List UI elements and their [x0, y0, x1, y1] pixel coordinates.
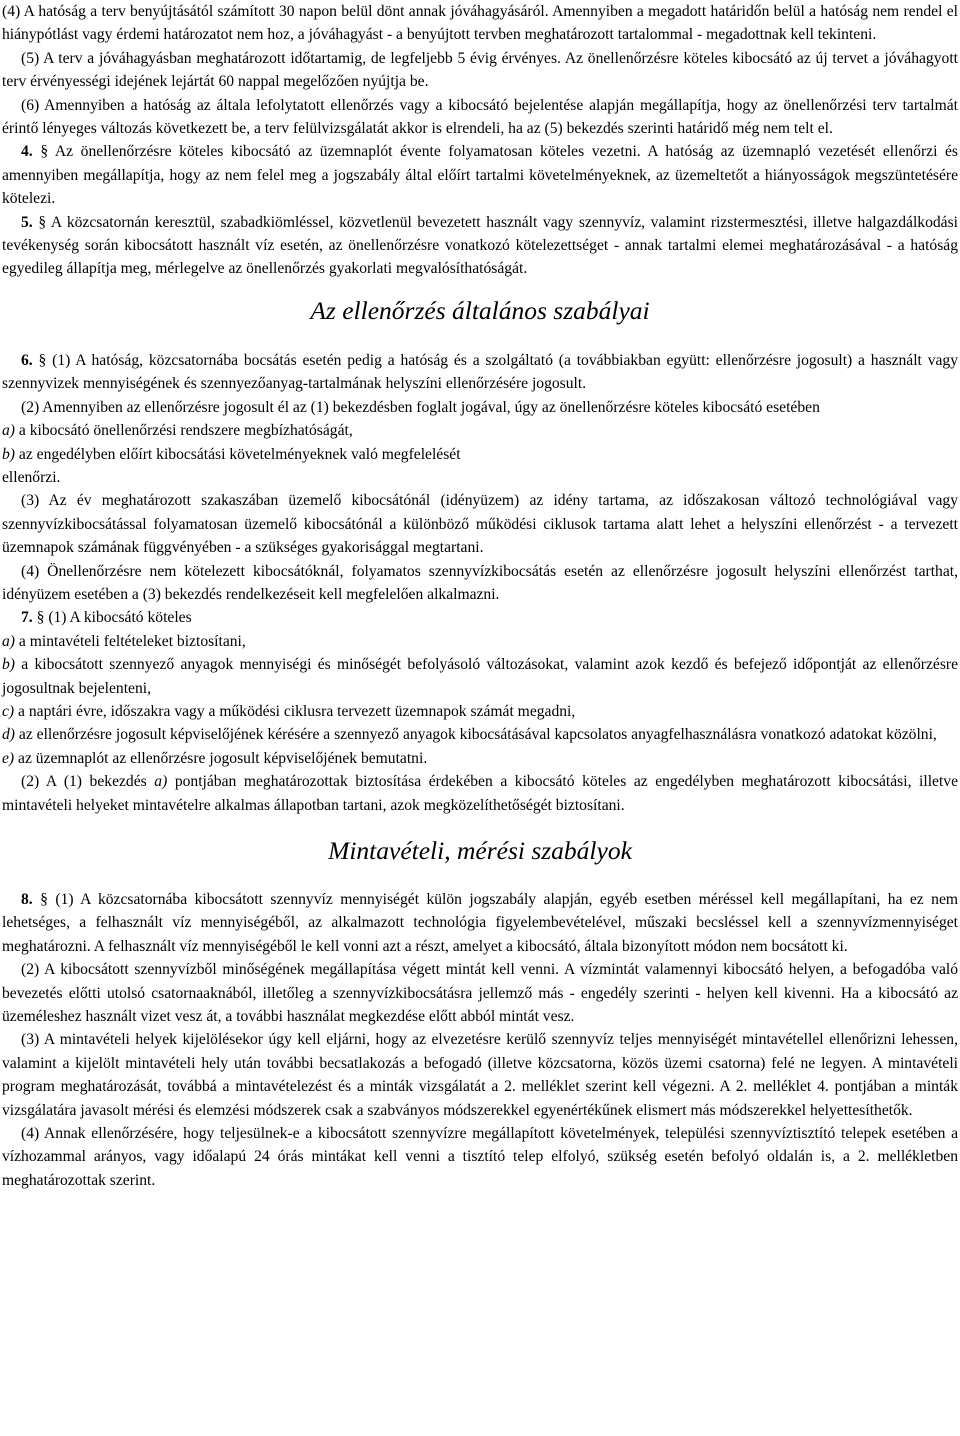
paragraph-3-4: (4) A hatóság a terv benyújtásától számított 30 napon belül dönt annak jóváhagyásáról. Amennyiben a megadott határidőn belül a hatóság nem rendel el hiánypótlást vagy érdemi határozatot nem hoz, a jóváhagyást - a benyújtott tervben meghatározott tartalommal - megadottnak kell tekinteni. [2, 3, 958, 44]
section-heading-sampling-rules: Mintavételi, mérési szabályok [328, 836, 632, 865]
section-sign: § [40, 891, 48, 908]
section-6-paragraph-1-text: (1) A hatóság, közcsatornába bocsátás esetén pedig a hatóság és a szolgáltató (a továbbiakban együtt: ellenőrzésre jogosult) a használt vagy szennyvizek mennyiségének és szennyezőanyag-tartalmának helyszíni ellenőrzésére jogosult. [2, 351, 959, 393]
section-sign: § [40, 143, 49, 161]
section-4-text: Az önellenőrzésre köteles kibocsátó az üzemnaplót évente folyamatosan köteles vezetni. A hatóság az üzemnapló vezetését ellenőrzi és amennyiben megállapítja, hogy az nem felel meg a jogszabály által előírt tartalmi követelményeknek, az üzemeltetőt a hiányosságok megszüntetésére kötelezi. [2, 143, 958, 208]
paragraph-3-6: (6) Amennyiben a hatóság az általa lefolytatott ellenőrzés vagy a kibocsátó bejelentése alapján megállapítja, hogy az önellenőrzési terv tartalmát érintő lényeges változás következett be, a terv felülvizsgálatát akkor is elrendeli, ha az (5) bekezdés szerinti határidő még nem telt el. [2, 96, 958, 138]
list-label: a) [2, 422, 15, 440]
list-tail: ellenőrzi. [2, 468, 61, 486]
list-item-text: a kibocsátott szennyező anyagok mennyiségi és minőségét befolyásoló változásokat, valamint azok kezdő és befejező időpontját az ellenőrzésre jogosultnak bejelenteni, [2, 656, 959, 697]
list-label: a) [154, 773, 168, 791]
section-4 [2, 140, 958, 210]
section-5 [2, 211, 958, 281]
list-item-text: az engedélyben előírt kibocsátási követelményeknek való megfelelését [18, 445, 461, 463]
list-label: d) [2, 726, 15, 744]
list-item-text: a mintavételi feltételeket biztosítani, [18, 632, 246, 650]
section-sign: § [36, 609, 45, 627]
list-label: e) [2, 749, 15, 767]
section-7-number: 7. [21, 609, 33, 627]
section-5-number: 5. [21, 213, 33, 231]
section-sign: § [38, 351, 47, 369]
section-7-paragraph-1 [2, 606, 958, 629]
list-item-b [2, 443, 958, 466]
section-7-paragraph-2 [2, 770, 958, 817]
section-7-paragraph-1-text: (1) A kibocsátó köteles [48, 609, 192, 627]
list-item-e [2, 747, 958, 770]
list-item-a [2, 630, 958, 653]
list-item-text: a kibocsátó önellenőrzési rendszere megbízhatóságát, [18, 422, 353, 440]
list-item-text: a naptári évre, időszakra vagy a működési ciklusra tervezett üzemnapok számát megadni, [18, 702, 576, 720]
section-6-paragraph-3: (3) Az év meghatározott szakaszában üzemelő kibocsátónál (idényüzem) az idény tartama, az időszakosan változó technológiával vagy szennyvízkibocsátással folyamatosan üzemelő kibocsátónál a különböző működési ciklusok tartama alatt lehet a helyszíni ellenőrzést - a tervezett üzemnapok számának függvényében - a szükséges gyakorisággal megtartani. [2, 492, 958, 557]
list-label: a) [2, 632, 15, 650]
section-4-number: 4. [21, 143, 33, 161]
list-item-d [2, 723, 958, 746]
list-item-text: az ellenőrzésre jogosult képviselőjének kérésére a szennyező anyagok kibocsátásával kapcsolatos anyagfelhasználásra vonatkozó adatokat közölni, [18, 726, 937, 744]
list-label: b) [2, 445, 15, 463]
section-7-paragraph-2-start: (2) A (1) bekezdés [21, 773, 147, 791]
section-sign: § [38, 213, 47, 231]
section-8-paragraph-1 [2, 888, 958, 958]
section-8-number: 8. [21, 891, 33, 908]
section-6-number: 6. [21, 351, 33, 369]
section-8-paragraph-2: (2) A kibocsátott szennyvízből minőségének megállapítása végett mintát kell venni. A vízmintát valamennyi kibocsátó helyen, a befogadóba való bevezetés előtti utolsó csatornaaknából, illetőleg a szennyvízkibocsátásra jellemző más - engedély szerinti - helyen kell kivenni. Ha a kibocsátó az üzeméleshez használt vizet vesz át, a további használat megkezdése előtt abból mintát vesz. [2, 961, 958, 1026]
list-label: c) [2, 702, 15, 720]
list-label: b) [2, 656, 15, 674]
section-7-paragraph-2-end: pontjában meghatározottak biztosítása érdekében a kibocsátó köteles az engedélyben meghatározott kibocsátási, illetve mintavételi helyeket mintavételre alkalmas állapotban tartani, azok megközelíthetőségét biztosítani. [2, 773, 959, 814]
list-item-c [2, 700, 958, 723]
list-item-text: az üzemnaplót az ellenőrzésre jogosult képviselőjének bemutatni. [18, 749, 428, 767]
section-6-paragraph-1 [2, 349, 958, 396]
section-8-paragraph-3: (3) A mintavételi helyek kijelölésekor úgy kell eljárni, hogy az elvezetésre kerülő szennyvíz teljes mennyiségét mintavétellel ellenőrizni lehessen, valamint a kijelölt mintavételi hely után további becsatlakozás a befogadó (illetve közcsatorna, közös üzemi csatorna) felé ne legyen. A mintavételi program meghatározását, továbbá a mintavételezést és a minták vizsgálatát a 2. melléklet szerint kell végezni. A 2. melléklet 4. pontjában a minták vizsgálatára javasolt mérési és elemzési módszerek csak a szabványos módszerekkel egyenértékűnek elismert más módszerekkel helyettesíthetők. [2, 1031, 958, 1119]
section-6-paragraph-4: (4) Önellenőrzésre nem kötelezett kibocsátóknál, folyamatos szennyvízkibocsátás esetén az ellenőrzésre jogosult helyszíni ellenőrzést tarthat, idényüzem esetében a (3) bekezdés rendelkezéseit kell megfelelően alkalmazni. [2, 562, 958, 603]
section-8-paragraph-4: (4) Annak ellenőrzésére, hogy teljesülnek-e a kibocsátott szennyvízre megállapított követelmények, települési szennyvíztisztító telepek esetében a vízhozammal arányos, vagy időalapú 24 órás mintákat kell venni a tisztító telep elfolyó, szükség esetén befolyó oldalán is, a 2. mellékletben meghatározottak szerint. [2, 1125, 958, 1189]
section-5-text: A közcsatornán keresztül, szabadkiömléssel, közvetlenül bevezetett használt vagy szennyvíz, valamint rizstermesztési, illetve halgazdálkodási tevékenység során kibocsátott használt víz esetén, az önellenőrzésre vonatkozó kötelezettséget - annak tartalmi elemei meghatározásával - a hatóság egyedileg állapítja meg, mérlegelve az önellenőrzés gyakorlati megvalósíthatóságát. [2, 213, 958, 278]
section-heading-general-rules: Az ellenőrzés általános szabályai [310, 295, 650, 325]
section-8-paragraph-1-text: (1) A közcsatornába kibocsátott szennyvíz mennyiségét külön jogszabály alapján, egyéb esetben méréssel kell megállapítani, ha ez nem lehetséges, a felhasznált víz mennyiségéből, az alkalmazott technológia figyelembevételével, műszaki becsléssel kell a szennyvízmennyiséget meghatározni. A felhasznált víz mennyiségéből le kell vonni azt a részt, amelyet a kibocsátó, általa bizonyított módon nem bocsátott ki. [2, 891, 958, 955]
list-item-b [2, 653, 958, 700]
paragraph-3-5: (5) A terv a jóváhagyásban meghatározott időtartamig, de legfeljebb 5 évig érvényes. Az önellenőrzésre köteles kibocsátó az új tervet a jóváhagyott terv érvényességi idejének lejártát 60 nappal megelőzően nyújtja be. [2, 49, 958, 91]
list-item-a [2, 419, 958, 442]
section-6-paragraph-2: (2) Amennyiben az ellenőrzésre jogosult él az (1) bekezdésben foglalt jogával, úgy az önellenőrzésre köteles kibocsátó esetében [21, 398, 820, 416]
